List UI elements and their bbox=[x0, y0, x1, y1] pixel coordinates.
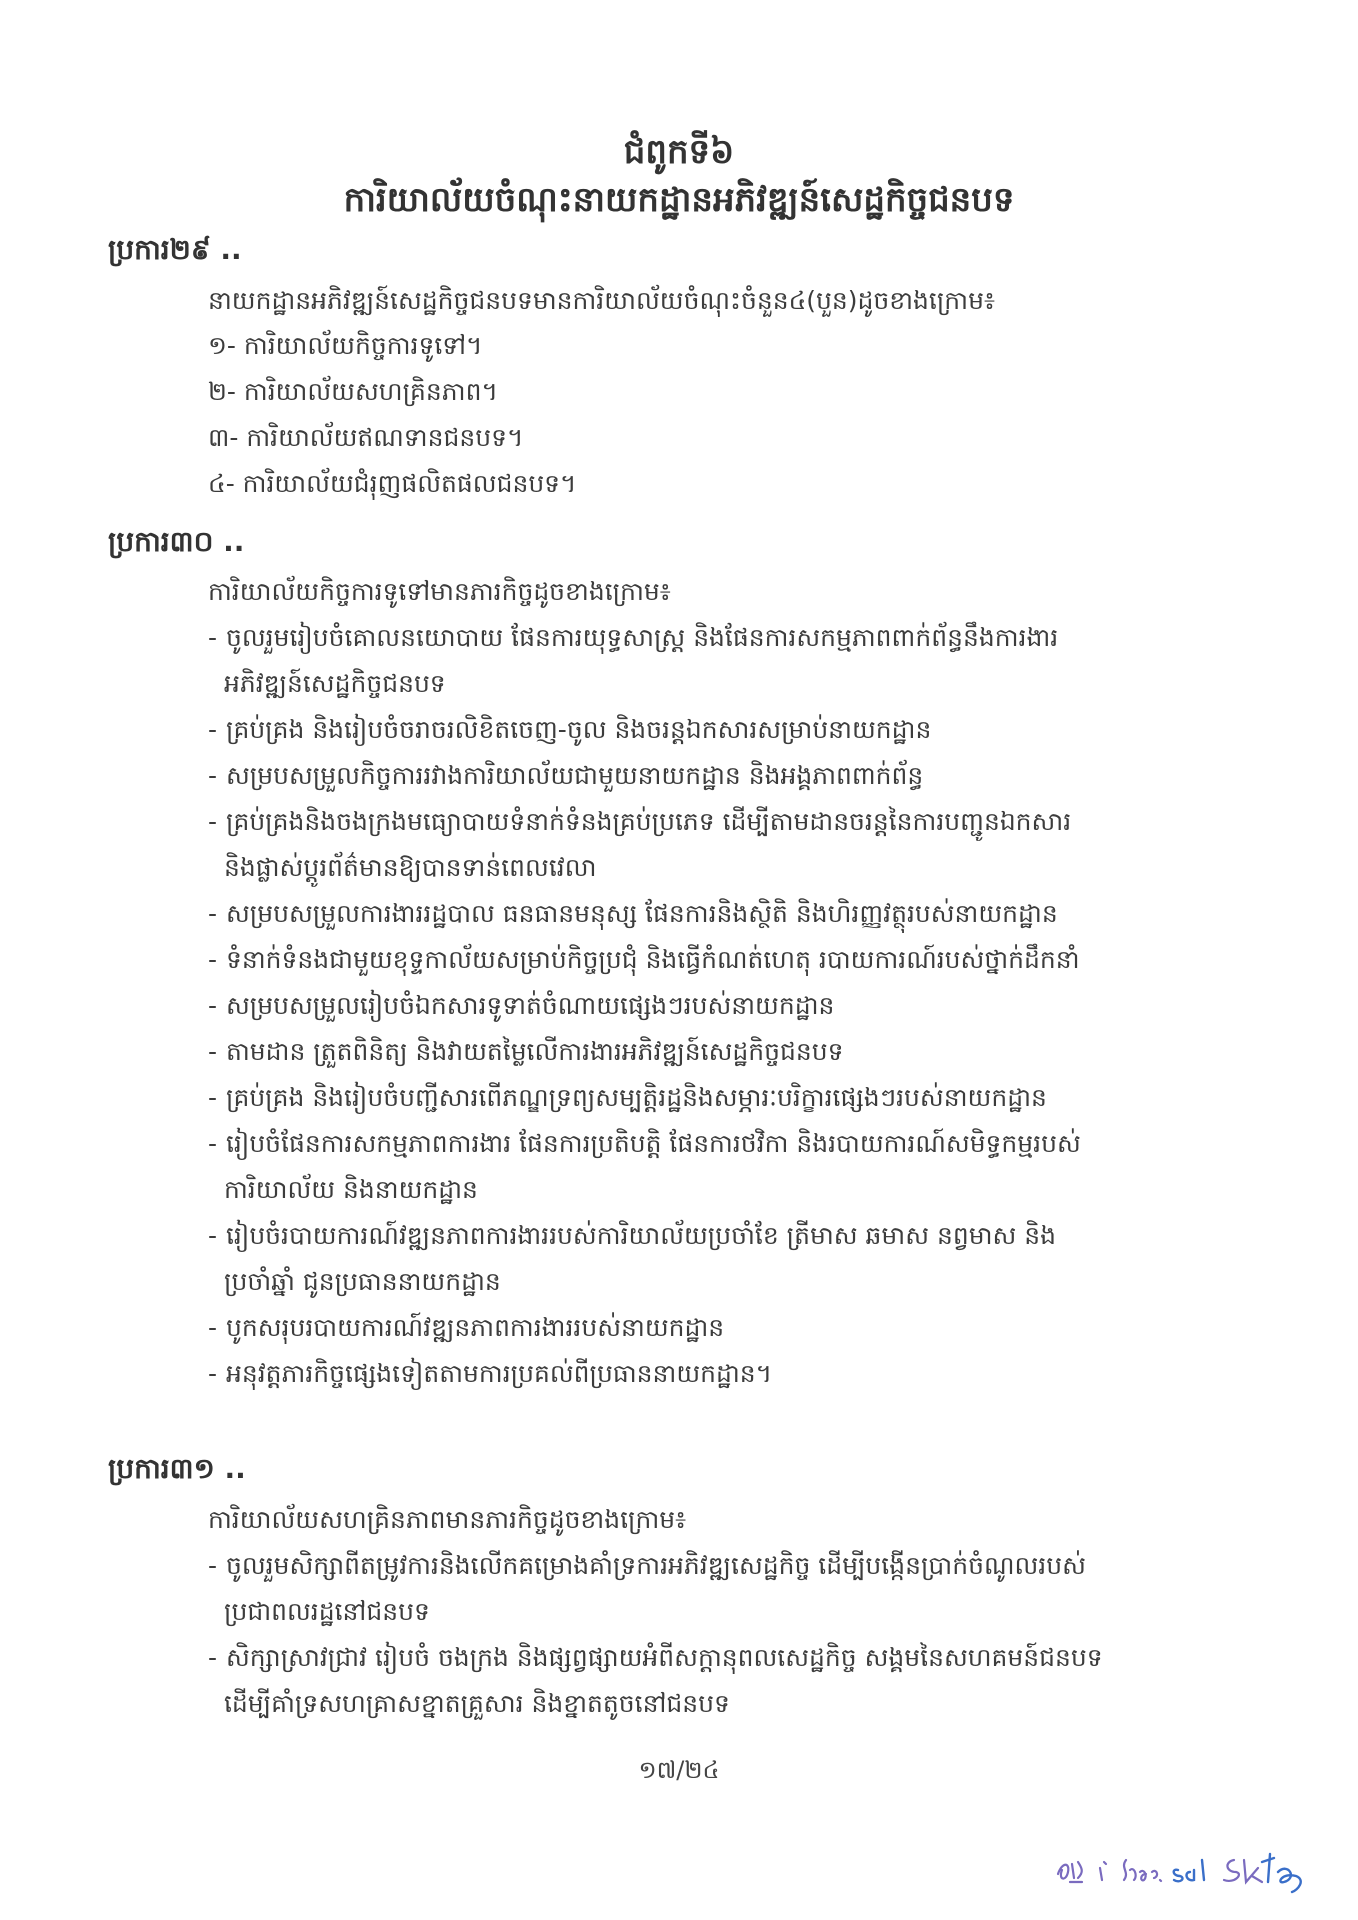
page-number: ១៧/២៤ bbox=[638, 1756, 720, 1784]
article-31-intro: ការិយាល័យសហគ្រិនភាពមានភារកិច្ចដូចខាងក្រោម៖ bbox=[208, 1505, 687, 1534]
bullet-dash: - bbox=[208, 1359, 218, 1388]
bullet-dash: - bbox=[208, 807, 218, 836]
bullet-dash: - bbox=[208, 1313, 218, 1342]
article-29-item-3: ៣- ការិយាល័យឥណទានជនបទ។ bbox=[208, 423, 524, 452]
bullet-dash: - bbox=[208, 623, 218, 652]
article-30-duty-13: - អនុវត្តភារកិច្ចផ្សេងទៀតតាមការប្រគល់ពីប្រធាននាយកដ្ឋាន។ bbox=[208, 1354, 772, 1394]
article-heading-29: ប្រការ២៩ .. bbox=[108, 233, 242, 266]
chapter-number: ជំពូកទី៦ bbox=[623, 132, 735, 172]
article-30-duty-3: - សម្របសម្រួលកិច្ចការរវាងការិយាល័យជាមួយនាយកដ្ឋាន និងអង្គភាពពាក់ព័ន្ធ bbox=[208, 756, 923, 796]
article-30-duty-4-cont: និងផ្លាស់ប្តូរព័ត៌មានឱ្យបានទាន់ពេលវេលា bbox=[224, 853, 597, 882]
bullet-dash: - bbox=[208, 1551, 218, 1580]
article-30-duty-4: - គ្រប់គ្រងនិងចងក្រងមធ្យោបាយទំនាក់ទំនងគ្រប់ប្រភេទ ដើម្បីតាមដានចរន្តនៃការបញ្ជូនឯកសារ bbox=[208, 802, 1071, 842]
bullet-dash: - bbox=[208, 1643, 218, 1672]
article-heading-30: ប្រការ៣០ .. bbox=[108, 525, 245, 558]
article-30-duty-1-cont: អភិវឌ្ឍន៍សេដ្ឋកិច្ចជនបទ bbox=[224, 669, 446, 698]
article-31-duty-1: - ចូលរួមសិក្សាពីតម្រូវការនិងលើកគម្រោងគាំទ្រការអភិវឌ្ឍសេដ្ឋកិច្ច ដើម្បីបង្កើនប្រាក់ចំណូលរបស់ bbox=[208, 1546, 1086, 1586]
article-29-item-1: ១- ការិយាល័យកិច្ចការទូទៅ។ bbox=[208, 331, 483, 360]
article-30-intro: ការិយាល័យកិច្ចការទូទៅមានភារកិច្ចដូចខាងក្រោម៖ bbox=[208, 577, 671, 606]
article-30-duty-5: - សម្របសម្រួលការងាររដ្ឋបាល ធនធានមនុស្ស ផែនការនិងស្ថិតិ និងហិរញ្ញវត្ថុរបស់នាយកដ្ឋាន bbox=[208, 894, 1058, 934]
article-30-duty-1: - ចូលរួមរៀបចំគោលនយោបាយ ផែនការយុទ្ធសាស្ត្រ និងផែនការសកម្មភាពពាក់ព័ន្ធនឹងការងារ bbox=[208, 618, 1058, 658]
article-30-duty-6: - ទំនាក់ទំនងជាមួយខុទ្ទកាល័យសម្រាប់កិច្ចប្រជុំ និងធ្វើកំណត់ហេតុ របាយការណ៍របស់ថ្នាក់ដឹកនាំ bbox=[208, 940, 1080, 980]
article-31-duty-1-cont: ប្រជាពលរដ្ឋនៅជនបទ bbox=[224, 1597, 430, 1626]
article-30-duty-8: - តាមដាន ត្រួតពិនិត្យ និងវាយតម្លៃលើការងារអភិវឌ្ឍន៍សេដ្ឋកិច្ចជនបទ bbox=[208, 1032, 843, 1072]
bullet-dash: - bbox=[208, 899, 218, 928]
article-31-duty-2-cont: ដើម្បីគាំទ្រសហគ្រាសខ្នាតគ្រួសារ និងខ្នាតតូចនៅជនបទ bbox=[224, 1689, 730, 1718]
article-29-item-4: ៤- ការិយាល័យជំរុញផលិតផលជនបទ។ bbox=[208, 469, 577, 498]
bullet-dash: - bbox=[208, 945, 218, 974]
bullet-dash: - bbox=[208, 1083, 218, 1112]
bullet-dash: - bbox=[208, 761, 218, 790]
chapter-title: ការិយាល័យចំណុះនាយកដ្ឋានអភិវឌ្ឍន៍សេដ្ឋកិច្ចជនបទ bbox=[343, 180, 1015, 220]
article-30-duty-12: - បូកសរុបរបាយការណ៍វឌ្ឍនភាពការងាររបស់នាយកដ្ឋាន bbox=[208, 1308, 724, 1348]
bullet-dash: - bbox=[208, 1129, 218, 1158]
bullet-dash: - bbox=[208, 715, 218, 744]
article-30-duty-10-cont: ការិយាល័យ និងនាយកដ្ឋាន bbox=[224, 1175, 478, 1204]
article-30-duty-11-cont: ប្រចាំឆ្នាំ ជូនប្រធាននាយកដ្ឋាន bbox=[224, 1267, 501, 1296]
article-heading-31: ប្រការ៣១ .. bbox=[108, 1452, 246, 1485]
bullet-dash: - bbox=[208, 1221, 218, 1250]
article-30-duty-11: - រៀបចំរបាយការណ៍វឌ្ឍនភាពការងាររបស់ការិយាល័យប្រចាំខែ ត្រីមាស ឆមាស នព្វមាស និង bbox=[208, 1216, 1056, 1256]
article-30-duty-9: - គ្រប់គ្រង និងរៀបចំបញ្ជីសារពើភណ្ឌទ្រព្យសម្បត្តិរដ្ឋនិងសម្ភារៈបរិក្ខារផ្សេងៗរបស់នាយកដ្ឋាន bbox=[208, 1078, 1047, 1118]
article-30-duty-2: - គ្រប់គ្រង និងរៀបចំចរាចរលិខិតចេញ-ចូល និងចរន្តឯកសារសម្រាប់នាយកដ្ឋាន bbox=[208, 710, 931, 750]
article-29-item-2: ២- ការិយាល័យសហគ្រិនភាព។ bbox=[208, 377, 498, 406]
bullet-dash: - bbox=[208, 991, 218, 1020]
handwritten-signature-icon bbox=[1048, 1832, 1338, 1902]
bullet-dash: - bbox=[208, 1037, 218, 1066]
article-30-duty-10: - រៀបចំផែនការសកម្មភាពការងារ ផែនការប្រតិបត្តិ ផែនការថវិកា និងរបាយការណ៍សមិទ្ធកម្មរបស់ bbox=[208, 1124, 1081, 1164]
article-30-duty-7: - សម្របសម្រួលរៀបចំឯកសារទូទាត់ចំណាយផ្សេងៗរបស់នាយកដ្ឋាន bbox=[208, 986, 834, 1026]
article-31-duty-2: - សិក្សាស្រាវជ្រាវ រៀបចំ ចងក្រង និងផ្សព្វផ្សាយអំពីសក្តានុពលសេដ្ឋកិច្ច សង្គមនៃសហគមន៍ជនបទ bbox=[208, 1638, 1103, 1678]
article-29-intro: នាយកដ្ឋានអភិវឌ្ឍន៍សេដ្ឋកិច្ចជនបទមានការិយាល័យចំណុះចំនួន៤(បួន)ដូចខាងក្រោម៖ bbox=[208, 286, 995, 315]
